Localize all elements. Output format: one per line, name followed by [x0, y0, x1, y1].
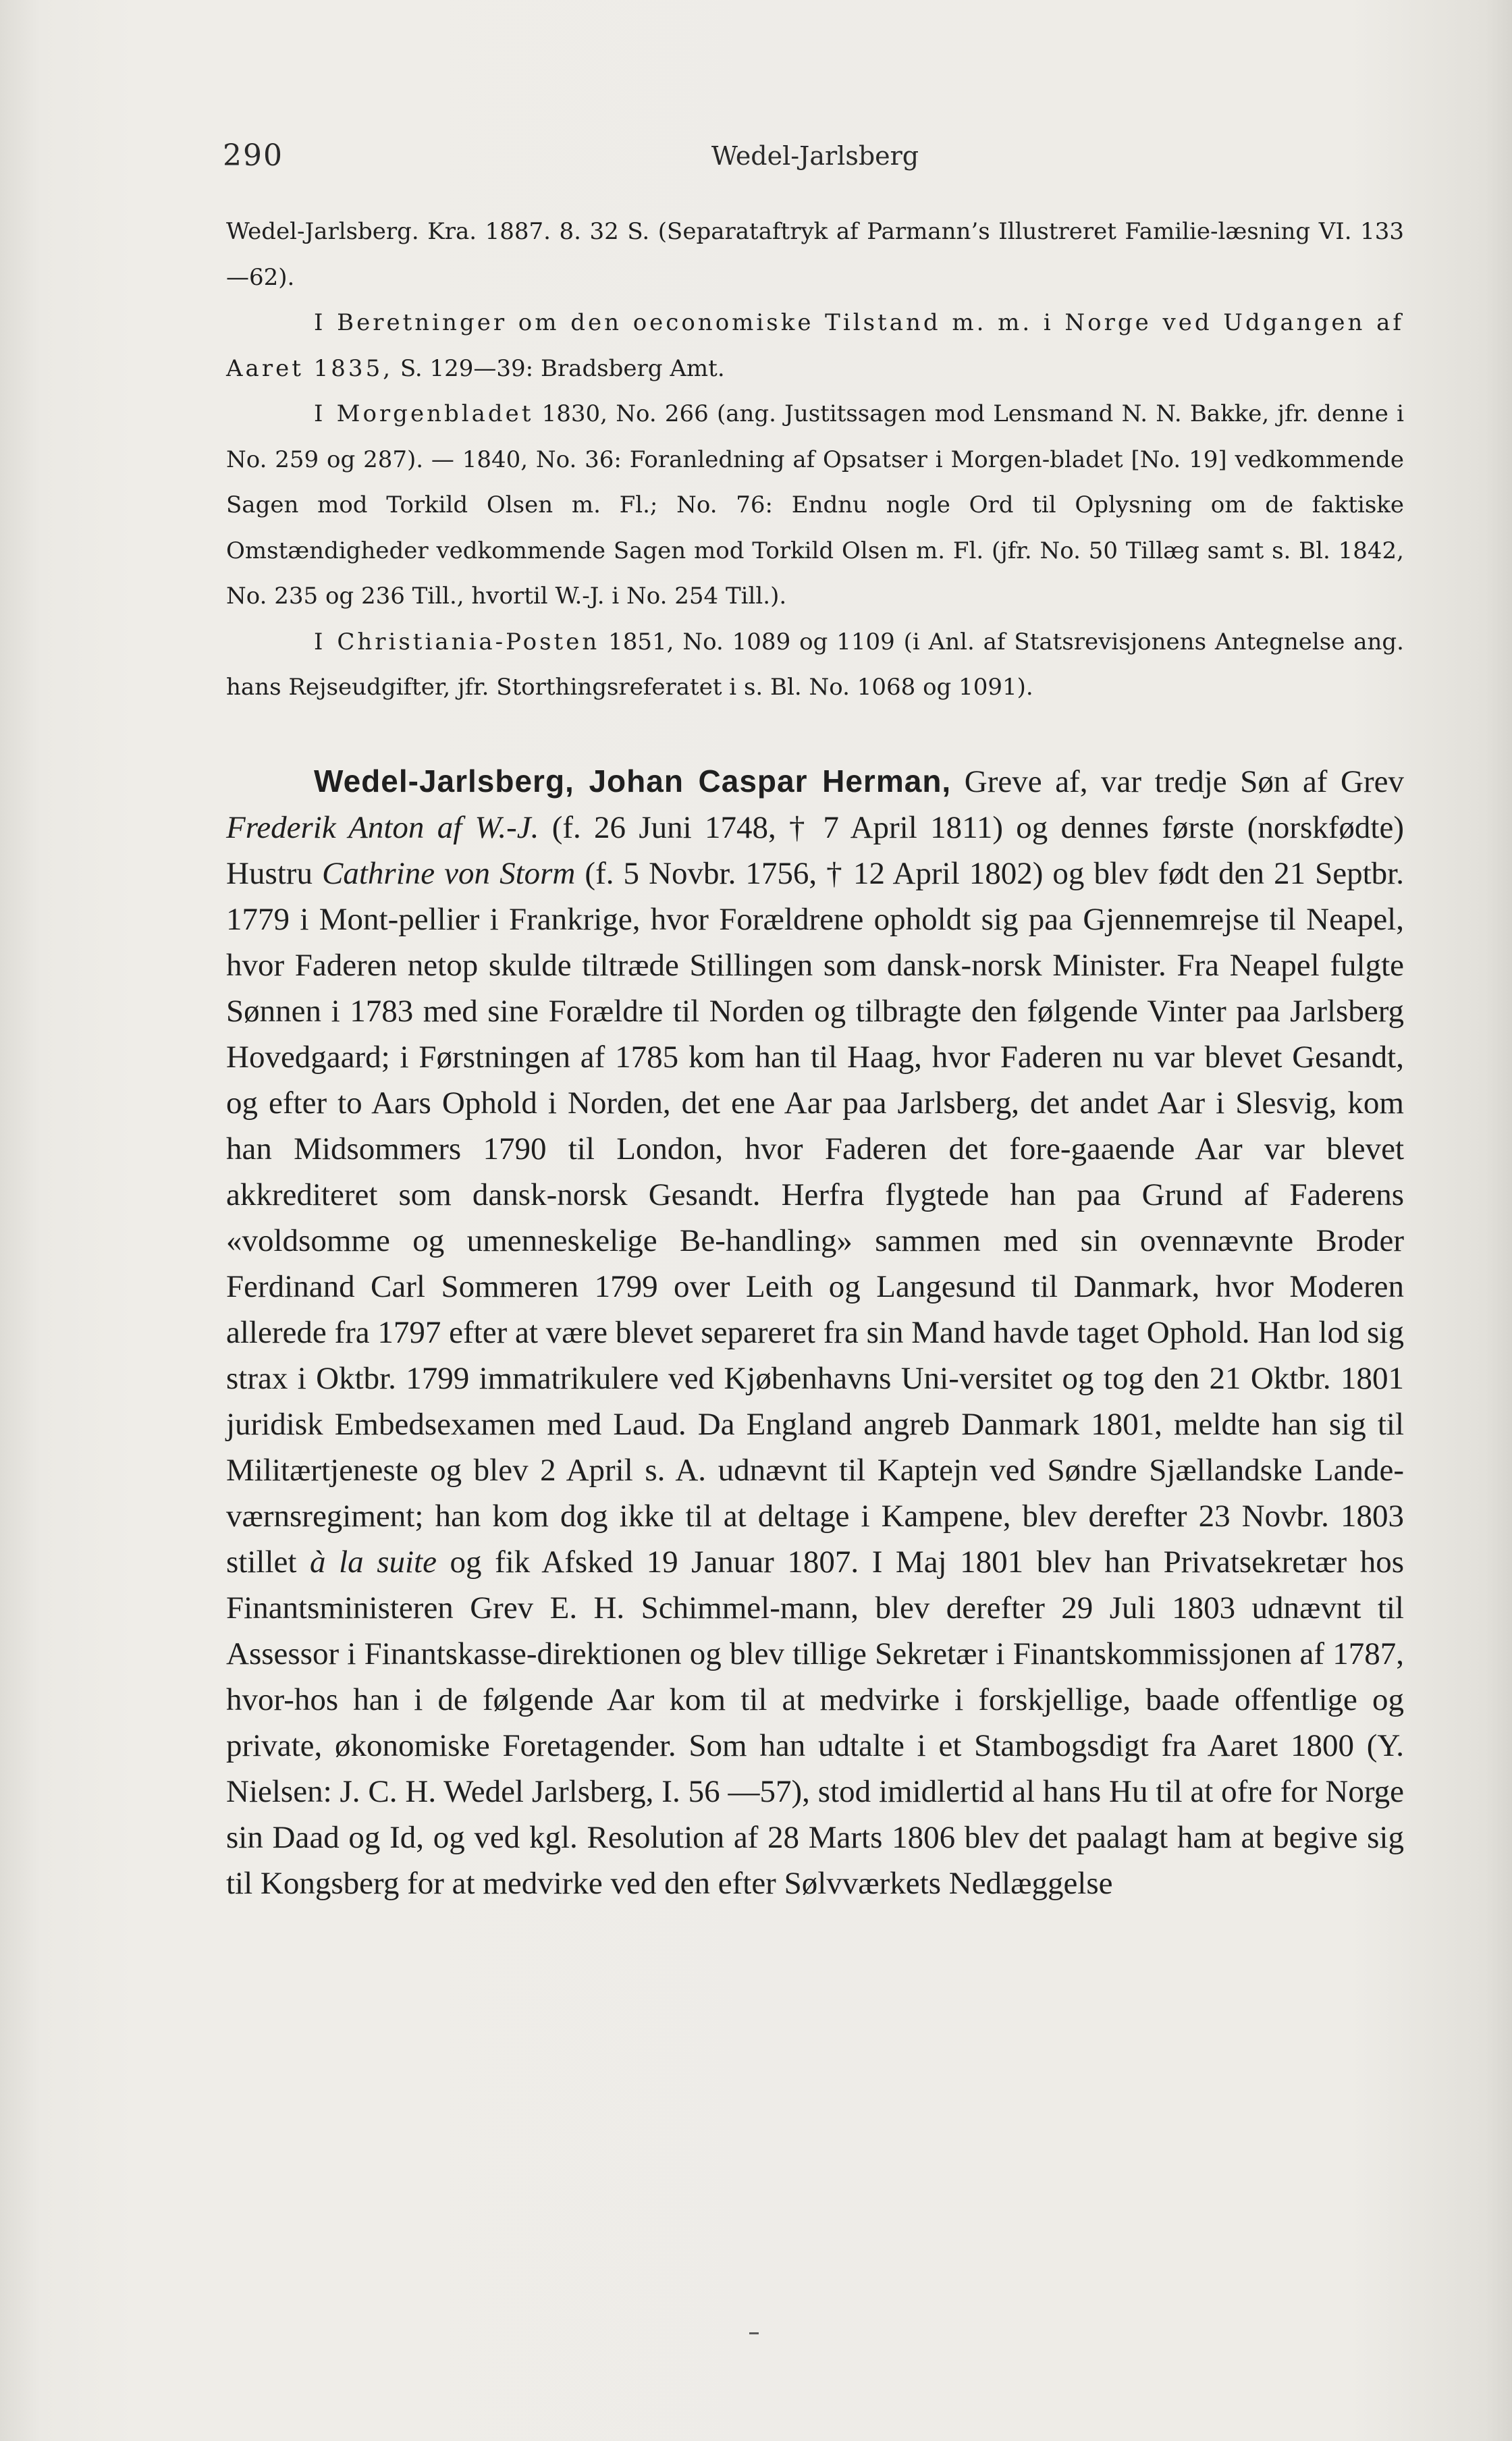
footer-mark: [749, 2332, 759, 2334]
body-text: og fik Afsked 19 Januar 1807. I Maj 1801 blev han Privatsekretær hos Finantsministeren Grev E. H. Schimmel-mann, blev derefter 29 Juli 1803 udnævnt til Assessor i Finantskasse-direktionen og blev tillige Sekretær i Finantskommissjonen af 1787, hvor-hos han i de følgende Aar kom til at medvirke i forskjellige, baade offentlige og private, økonomiske Foretagender. Som han udtalte i et Stambogsdigt fra Aaret 1800 (Y. Nielsen: J. C. H. Wedel Jarlsberg, I. 56 —57), stod imidlertid al hans Hu til at ofre for Norge sin Daad og Id, og ved kgl. Resolution af 28 Marts 1806 blev det paalagt ham at begive sig til Kongsberg for at medvirke ved den efter Sølvværkets Nedlæggelse: [226, 1545, 1404, 1901]
page-header: [223, 138, 1407, 179]
page-number: 290: [223, 138, 284, 173]
body-text: (f. 5 Novbr. 1756, † 12 April 1802) og blev født den 21 Septbr. 1779 i Mont-pellier i Frankrige, hvor Forældrene opholdt sig paa Gjennemrejse til Neapel, hvor Faderen netop skulde tiltræde Stillingen som dansk-norsk Minister. Fra Neapel fulgte Sønnen i 1783 med sine Forældre til Norden og tilbragte den følgende Vinter paa Jarlsberg Hovedgaard; i Førstningen af 1785 kom han til Haag, hvor Faderen nu var blevet Gesandt, og efter to Aars Ophold i Norden, det ene Aar paa Jarlsberg, det andet Aar i Slesvig, kom han Midsommers 1790 til London, hvor Faderen det fore-gaaende Aar var blevet akkrediteret som dansk-norsk Gesandt. Herfra flygtede han paa Grund af Faderens «voldsomme og umenneskelige Be-handling» sammen med sin ovennævnte Broder Ferdinand Carl Sommeren 1799 over Leith og Langesund til Danmark, hvor Moderen allerede fra 1797 efter at være blevet separeret fra sin Mand havde taget Ophold. Han lod sig strax i Oktbr. 1799 immatrikulere ved Kjøbenhavns Uni-versitet og tog den 21 Oktbr. 1801 juridisk Embedsexamen med Laud. Da England angreb Danmark 1801, meldte han sig til Militærtjeneste og blev 2 April s. A. udnævnt til Kaptejn ved Søndre Sjællandske Lande-værnsregiment; han kom dog ikke til at deltage i Kampene, blev derefter 23 Novbr. 1803 stillet: [226, 856, 1404, 1580]
biography-paragraph: [226, 758, 1404, 1906]
bibliography-entry: [226, 392, 1404, 620]
source-title: I Beretninger om den oeconomiske Tilstand m. m. i Norge ved Udgangen af Aaret 1835,: [226, 309, 1404, 382]
italic-phrase: à la suite: [310, 1545, 437, 1580]
bibliography-entry: [226, 620, 1404, 711]
bibliography-entry: [226, 300, 1404, 392]
source-title: I Morgenbladet: [314, 400, 534, 427]
body-text: (f. 26 Juni 1748, † 7 April 1811) og dennes første (norskfødte) Hustru: [226, 810, 1405, 891]
mother-name: Cathrine von Storm: [322, 856, 576, 891]
running-head: Wedel-Jarlsberg: [711, 141, 919, 171]
entry-heading: Wedel-Jarlsberg, Johan Caspar Herman,: [314, 763, 952, 799]
bibliography-block: [226, 209, 1404, 711]
bibliography-entry: Wedel-Jarlsberg. Kra. 1887. 8. 32 S. (Separataftryk af Parmann’s Illustreret Familie-læsning VI. 133—62).: [226, 218, 1404, 291]
source-reference: S. 129—39: Bradsberg Amt.: [393, 354, 725, 382]
source-title: I Christiania-Posten: [314, 628, 600, 655]
source-reference: 1851, No. 1089 og 1109 (i Anl. af Statsrevisjonens Antegnelse ang. hans Rejseudgifter, jfr. Storthingsreferatet i s. Bl. No. 1068 og 1091).: [226, 628, 1404, 701]
biography-block: [226, 758, 1404, 1906]
source-reference: 1830, No. 266 (ang. Justitssagen mod Lensmand N. N. Bakke, jfr. denne i No. 259 og 287). — 1840, No. 36: Foranledning af Opsatser i Morgen-bladet [No. 19] vedkommende Sagen mod Torkild Olsen m. Fl.; No. 76: Endnu nogle Ord til Oplysning om de faktiske Omstændigheder vedkommende Sagen mod Torkild Olsen m. Fl. (jfr. No. 50 Tillæg samt s. Bl. 1842, No. 235 og 236 Till., hvortil W.-J. i No. 254 Till.).: [226, 400, 1405, 610]
father-name: Frederik Anton af W.-J.: [226, 810, 539, 845]
body-text: Greve af, var tredje Søn af Grev: [951, 764, 1404, 799]
